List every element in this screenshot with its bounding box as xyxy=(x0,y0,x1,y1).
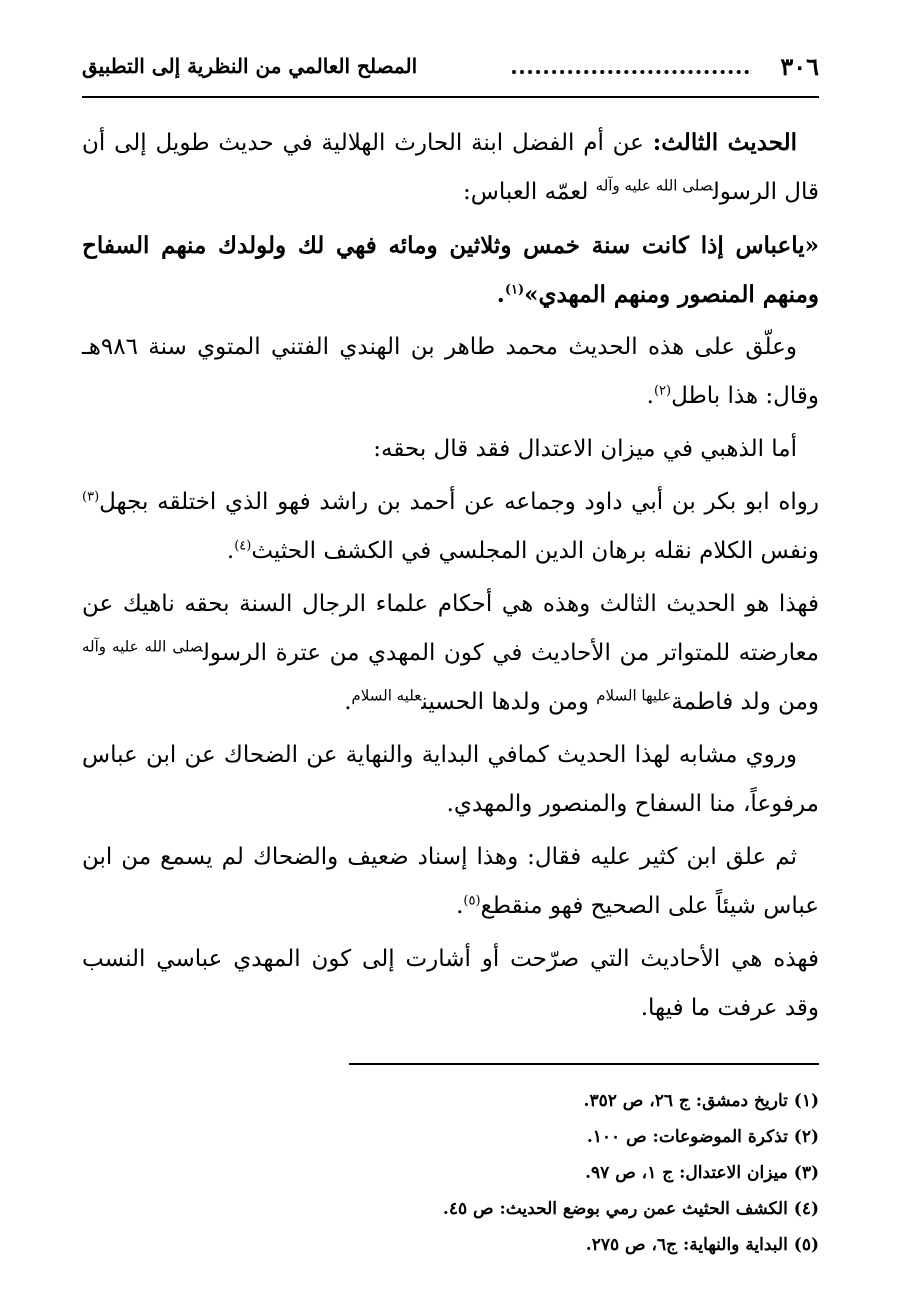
footnote-ref-3: (٣) xyxy=(82,489,100,505)
running-header xyxy=(82,52,819,92)
footnotes xyxy=(82,1083,819,1263)
footnote-ref-1: (١) xyxy=(504,282,525,298)
hadith-quote: «ياعباس إذا كانت سنة خمس وثلاثين ومائه فهي لك ولولدك منهم السفاح ومنهم المنصور ومنهم المهدي» xyxy=(82,232,819,308)
paragraph-commentary xyxy=(82,323,819,421)
book-title: المصلح العالمي من النظرية إلى التطبيق xyxy=(82,54,418,78)
salawat-symbol: عليها السلام xyxy=(596,686,672,705)
footnote-5: (٥) البداية والنهاية: ج٦، ص ٢٧٥. xyxy=(585,1235,819,1255)
paragraph-ibn-kathir xyxy=(82,833,819,931)
footnote-3: (٣) ميزان الاعتدال: ج ١، ص ٩٧. xyxy=(585,1163,819,1183)
paragraph-text: لعمّه العباس: xyxy=(463,179,596,205)
paragraph-text: عن أم الفضل ابنة الحارث الهلالية في حديث طويل إلى أن قال الرسول xyxy=(82,130,819,205)
footnote-4: (٤) الكشف الحثيث عمن رمي بوضع الحديث: ص ٤٥. xyxy=(442,1199,819,1219)
footnote-2: (٢) تذكرة الموضوعات: ص ١٠٠. xyxy=(586,1127,819,1147)
page-body xyxy=(82,118,819,1033)
header-leader-dots xyxy=(512,70,749,74)
paragraph-narration xyxy=(82,478,819,576)
paragraph-text: ثم علق ابن كثير عليه فقال: وهذا إسناد ضعيف والضحاك لم يسمع من ابن عباس شيئاً على الصحيح فهو منقطع xyxy=(82,844,819,919)
paragraph-text: وروي مشابه لهذا الحديث كمافي البداية والنهاية عن الضحاك عن ابن عباس مرفوعاً، منا السفاح والمنصور والمهدي. xyxy=(82,742,819,817)
salawat-symbol: صلى الله عليه وآله xyxy=(595,176,713,195)
footnote-1: (١) تاريخ دمشق: ج ٢٦، ص ٣٥٢. xyxy=(583,1091,819,1111)
footnote-ref-2: (٢) xyxy=(653,383,672,399)
footnote-ref-4: (٤) xyxy=(234,538,252,554)
page-number: ٣٠٦ xyxy=(780,52,819,81)
salawat-symbol: صلى الله عليه وآله xyxy=(82,637,203,656)
salawat-symbol: عليه السلام xyxy=(351,686,422,705)
paragraph-final xyxy=(82,935,819,1033)
paragraph-text: ونفس الكلام نقله برهان الدين المجلسي في الكشف الحثيث xyxy=(251,538,819,564)
paragraph-conclusion xyxy=(82,580,819,727)
punctuation: . xyxy=(456,893,464,919)
footnote-separator xyxy=(349,1063,819,1065)
punctuation: . xyxy=(496,281,505,308)
punctuation: . xyxy=(226,538,235,564)
paragraph-hadith-three xyxy=(82,118,819,217)
paragraph-text: وعلّق على هذه الحديث محمد طاهر بن الهندي الفتني المتوي سنة ٩٨٦هـ وقال: هذا باطل xyxy=(82,334,819,409)
paragraph-text: رواه ابو بكر بن أبي داود وجماعه عن أحمد بن راشد فهو الذي اختلقه بجهل xyxy=(99,489,819,515)
punctuation: . xyxy=(646,383,654,409)
hadith-heading: الحديث الثالث: xyxy=(652,129,797,156)
header-rule xyxy=(82,96,819,98)
footnote-ref-5: (٥) xyxy=(463,893,481,909)
paragraph-text: فهذه هي الأحاديث التي صرّحت أو أشارت إلى كون المهدي عباسي النسب وقد عرفت ما فيها. xyxy=(82,946,819,1021)
paragraph-dhahabi xyxy=(82,425,819,474)
punctuation: . xyxy=(344,689,352,715)
paragraph-hadith-quote xyxy=(82,221,819,319)
paragraph-text: أما الذهبي في ميزان الاعتدال فقد قال بحقه: xyxy=(373,436,797,462)
paragraph-text: ومن ولدها الحسين xyxy=(421,689,597,715)
paragraph-similar-narration xyxy=(82,731,819,829)
paragraph-text: فهذا هو الحديث الثالث وهذه هي أحكام علماء الرجال السنة بحقه ناهيك عن معارضته للمتواتر من الأحاديث في كون المهدي من عترة الرسول xyxy=(82,591,819,666)
paragraph-text: ومن ولد فاطمة xyxy=(671,689,819,715)
